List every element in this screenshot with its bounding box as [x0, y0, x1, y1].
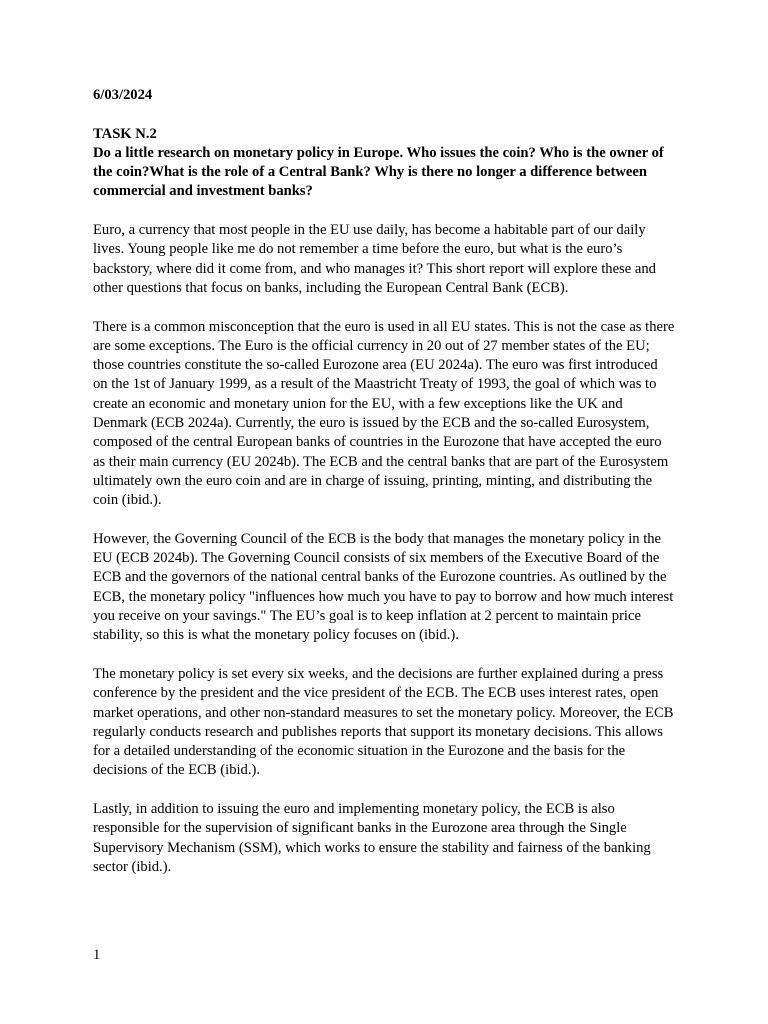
paragraph-supervision: Lastly, in addition to issuing the euro and implementing monetary policy, the ECB is also responsible for the supervision of significant banks in the Eurozone area through the Single Supervisory Mechanism (SSM), which works to ensure the stability and fairness of the banking sector (ibid.). — [93, 800, 651, 875]
paragraph-eurozone: There is a common misconception that the euro is used in all EU states. This is not the case as there are some exceptions. The Euro is the official currency in 20 out of 27 member states of the EU; those countries constitute the so-called Eurozone area (EU 2024a). The euro was first introduced on the 1st of January 1999, as a result of the Maastricht Treaty of 1993, the goal of which was to create an economic and monetary union for the EU, with a few exceptions like the UK and Denmark (ECB 2024a). Currently, the euro is issued by the ECB and the so-called Eurosystem, composed of the central European banks of countries in the Eurozone that have accepted the euro as their main currency (EU 2024b). The ECB and the central banks that are part of the Eurosystem ultimately own the euro coin and are in charge of issuing, printing, minting, and distributing the coin (ibid.). — [93, 318, 675, 509]
task-title: TASK N.2 — [93, 125, 157, 142]
paragraph-monetary-policy: The monetary policy is set every six weeks, and the decisions are further explained during a press conference by the president and the vice president of the ECB. The ECB uses interest rates, open market operations, and other non-standard measures to set the monetary policy. Moreover, the ECB regularly conducts research and publishes reports that support its monetary decisions. This allows for a detailed understanding of the economic situation in the Eurozone and the basis for the decisions of the ECB (ibid.). — [93, 665, 674, 779]
paragraph-intro: Euro, a currency that most people in the EU use daily, has become a habitable part of our daily lives. Young people like me do not remember a time before the euro, but what is the euro’s backstory, where did it come from, and who manages it? This short report will explore these and other questions that focus on banks, including the European Central Bank (ECB). — [93, 222, 656, 296]
page-number: 1 — [93, 947, 101, 963]
document-date: 6/03/2024 — [93, 87, 153, 103]
task-block — [93, 125, 675, 202]
paragraph-governing-council: However, the Governing Council of the ECB is the body that manages the monetary policy in the EU (ECB 2024b). The Governing Council consists of six members of the Executive Board of the ECB and the governors of the national central banks of the Eurozone countries. As outlined by the ECB, the monetary policy "influences how much you have to pay to borrow and how much interest you receive on your savings." The EU’s goal is to keep inflation at 2 percent to maintain price stability, so this is what the monetary policy focuses on (ibid.). — [93, 530, 674, 644]
task-question: Do a little research on monetary policy in Europe. Who issues the coin? Who is the owner of the coin?What is the role of a Central Bank? Why is there no longer a difference between commercial and investment banks? — [93, 144, 664, 200]
document-page — [93, 86, 675, 877]
